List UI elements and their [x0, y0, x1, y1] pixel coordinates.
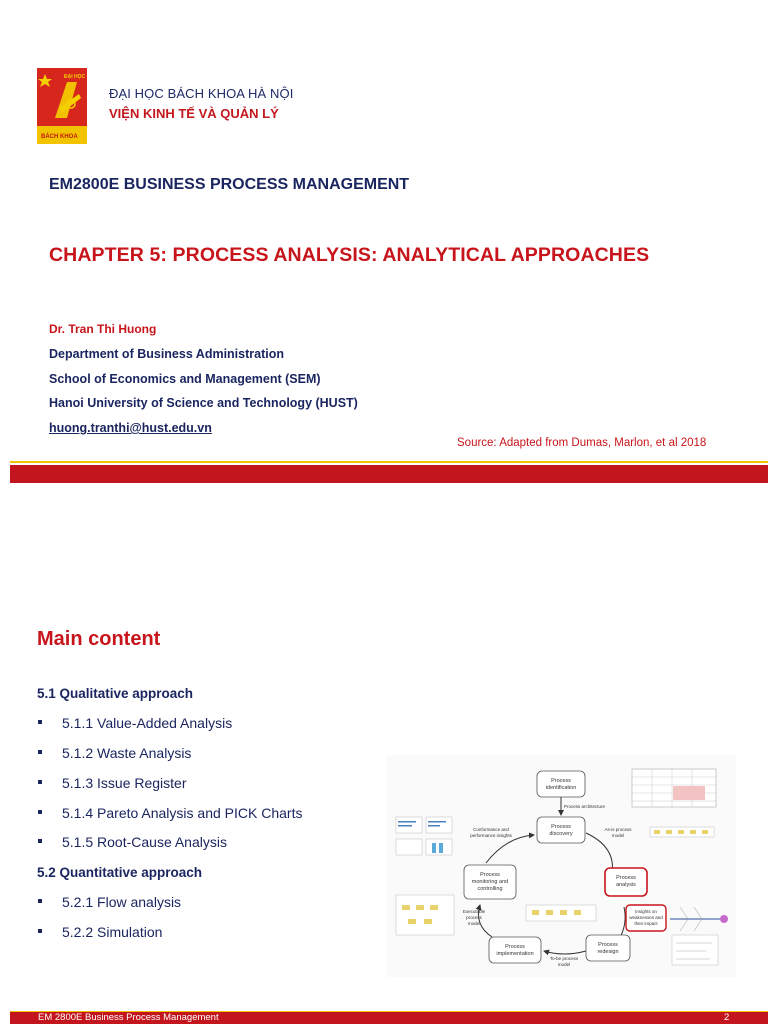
- svg-text:Process: Process: [505, 944, 525, 950]
- affiliation-university: Hanoi University of Science and Technology (HUST): [49, 396, 358, 410]
- slide-title: Main content: [37, 628, 161, 650]
- svg-text:performance insights: performance insights: [470, 833, 512, 838]
- bullet-icon: [38, 780, 42, 784]
- logo-bottom-text: BÁCH KHOA: [41, 134, 78, 140]
- list-item: 5.1.4 Pareto Analysis and PICK Charts: [38, 805, 302, 821]
- svg-text:model: model: [467, 921, 481, 926]
- bullet-icon: [38, 929, 42, 933]
- node-process-analysis: [605, 868, 647, 896]
- thumbnail-process-model-center: [526, 905, 596, 921]
- svg-text:identification: identification: [545, 785, 577, 791]
- label-insights-weaknesses: [626, 905, 666, 931]
- svg-text:discovery: discovery: [549, 831, 573, 837]
- node-process-identification: [537, 771, 585, 797]
- bullet-icon: [38, 720, 42, 724]
- list-item: 5.1.1 Value-Added Analysis: [38, 715, 232, 731]
- svg-text:Process: Process: [598, 942, 618, 948]
- svg-text:model: model: [557, 962, 571, 967]
- svg-text:their impact: their impact: [634, 921, 658, 926]
- svg-text:Process: Process: [616, 875, 636, 881]
- page-number: 2: [724, 1012, 730, 1023]
- footer-text: EM 2800E Business Process Management: [38, 1012, 219, 1023]
- svg-text:redesign: redesign: [597, 949, 619, 955]
- affiliation-department: Department of Business Administration: [49, 347, 284, 361]
- node-process-discovery: [537, 817, 585, 843]
- university-logo: [37, 68, 87, 144]
- author-email-link[interactable]: huong.tranthi@hust.edu.vn: [49, 421, 212, 435]
- list-item: 5.1.2 Waste Analysis: [38, 745, 191, 761]
- author-name: Dr. Tran Thi Huong: [49, 322, 157, 336]
- thumbnail-sketch-bottom-right: [672, 935, 718, 965]
- thumbnail-issue-table: [632, 769, 716, 807]
- svg-text:Process: Process: [480, 872, 500, 878]
- node-process-implementation: [489, 937, 541, 963]
- affiliation-school: School of Economics and Management (SEM): [49, 372, 321, 386]
- slide1-bottom-band: [10, 465, 768, 483]
- chapter-title: CHAPTER 5: PROCESS ANALYSIS: ANALYTICAL APPROACHES: [49, 244, 650, 266]
- svg-text:Conformance and: Conformance and: [473, 827, 509, 832]
- svg-text:Process: Process: [551, 778, 571, 784]
- svg-text:Executable: Executable: [462, 909, 486, 914]
- course-title: EM2800E BUSINESS PROCESS MANAGEMENT: [49, 176, 410, 193]
- university-name: ĐẠI HỌC BÁCH KHOA HÀ NỘI: [109, 86, 294, 101]
- node-process-monitoring: [464, 865, 516, 899]
- logo-top-text: ĐẠI HỌC: [64, 74, 86, 80]
- node-process-redesign: [586, 935, 630, 961]
- thumbnail-process-model-left: [396, 895, 454, 935]
- svg-text:monitoring and: monitoring and: [471, 879, 509, 885]
- svg-text:Process: Process: [551, 824, 571, 830]
- svg-text:As-is process: As-is process: [604, 827, 632, 832]
- list-item: 5.2.2 Simulation: [38, 924, 162, 940]
- thumbnail-process-model-right: [650, 827, 714, 837]
- bullet-icon: [38, 810, 42, 814]
- svg-text:Insights on: Insights on: [635, 909, 657, 914]
- bullet-icon: [38, 839, 42, 843]
- institute-name: VIỆN KINH TẾ VÀ QUẢN LÝ: [109, 106, 279, 121]
- svg-text:implementation: implementation: [496, 951, 534, 957]
- bullet-icon: [38, 899, 42, 903]
- list-item: 5.1.5 Root-Cause Analysis: [38, 834, 227, 850]
- list-item: 5.1.3 Issue Register: [38, 775, 187, 791]
- source-note: Source: Adapted from Dumas, Marlon, et al 2018: [457, 437, 707, 449]
- label-conformance-insights: [470, 827, 513, 838]
- bullet-icon: [38, 750, 42, 754]
- svg-text:controlling: controlling: [477, 886, 503, 892]
- label-process-architecture: Process architecture: [564, 804, 606, 809]
- svg-text:model: model: [611, 833, 625, 838]
- divider-gold-line: [10, 461, 768, 463]
- bpm-lifecycle-diagram: [386, 755, 736, 977]
- svg-text:weaknesses and: weaknesses and: [629, 915, 663, 920]
- svg-text:analysis: analysis: [616, 882, 636, 888]
- list-item: 5.2.1 Flow analysis: [38, 894, 181, 910]
- svg-text:process: process: [466, 915, 482, 920]
- section-heading-quantitative: 5.2 Quantitative approach: [37, 865, 203, 880]
- section-heading-qualitative: 5.1 Qualitative approach: [37, 686, 194, 701]
- svg-text:To-be process: To-be process: [549, 956, 579, 961]
